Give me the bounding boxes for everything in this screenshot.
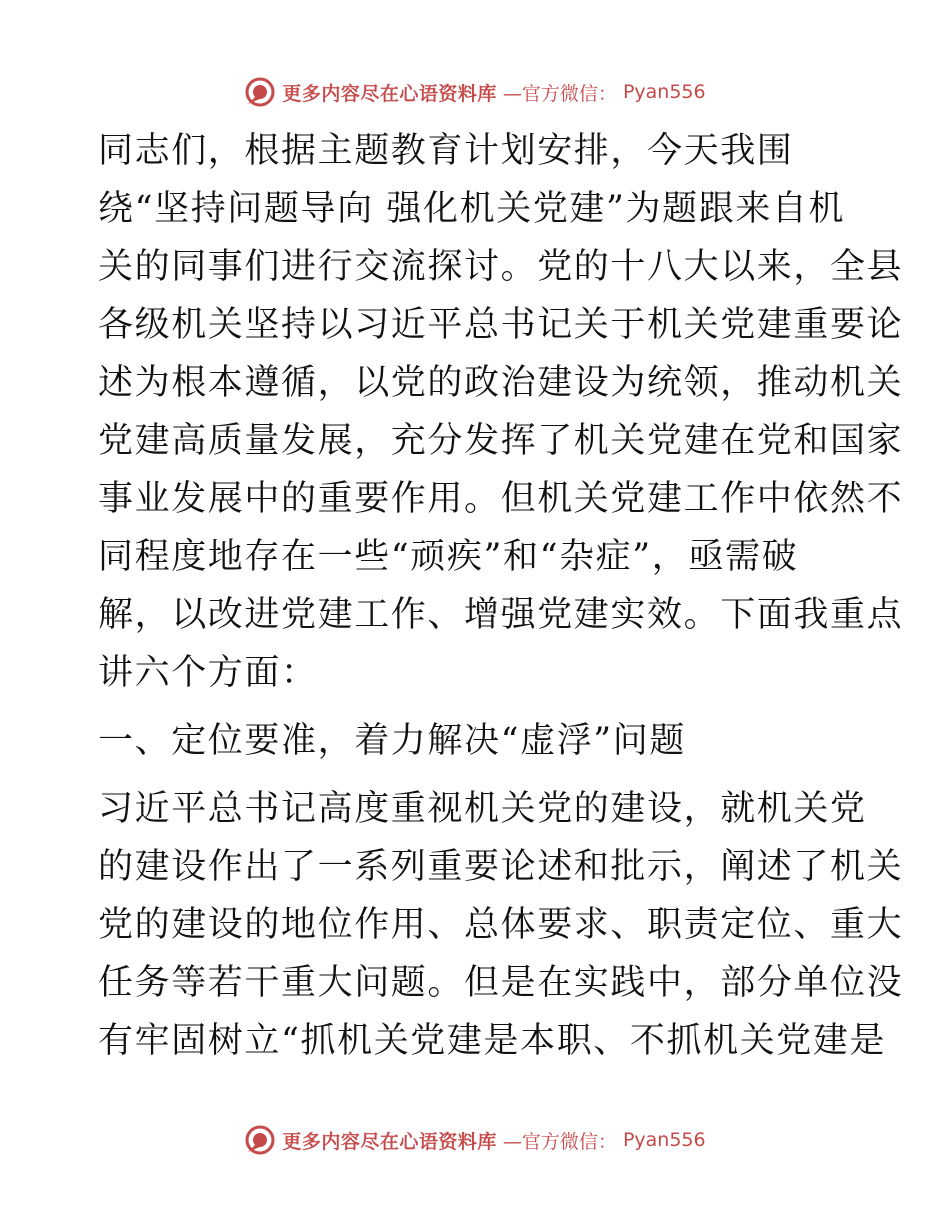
- text-line: 同志们，根据主题教育计划安排，今天我围: [98, 131, 794, 171]
- section-heading: [98, 712, 858, 770]
- text-line: 同程度地存在一些“顽疾”和“杂症”，亟需破: [98, 537, 799, 577]
- watermark-text: 更多内容尽在心语资料库: [282, 1130, 497, 1153]
- watermark-wechat-id: Pyan556: [622, 81, 706, 103]
- text-line: 党建高质量发展，充分发挥了机关党建在党和国家: [98, 421, 904, 461]
- text-line: 任务等若干重大问题。但是在实践中，部分单位没: [98, 963, 904, 1003]
- watermark-footer: [0, 1120, 950, 1160]
- text-line: 解，以改进党建工作、增强党建实效。下面我重点: [98, 595, 904, 635]
- pen-logo-icon: [244, 1124, 276, 1156]
- watermark-separator: —官方微信：: [502, 1130, 617, 1153]
- text-line: 绕“坚持问题导向 强化机关党建”为题跟来自机: [98, 189, 846, 229]
- watermark-text: 更多内容尽在心语资料库: [282, 82, 497, 105]
- paragraph-intro: [98, 122, 904, 702]
- paragraph-section-one: [98, 780, 904, 1070]
- text-line: 有牢固树立“抓机关党建是本职、不抓机关党建是: [98, 1021, 887, 1061]
- text-line: 述为根本遵循，以党的政治建设为统领，推动机关: [98, 363, 904, 403]
- document-body: [98, 122, 904, 1070]
- text-line: 各级机关坚持以习近平总书记关于机关党建重要论: [98, 305, 904, 345]
- text-line: 习近平总书记高度重视机关党的建设，就机关党: [98, 789, 867, 829]
- heading-line: 一、定位要准，着力解决“虚浮”问题: [98, 721, 686, 761]
- watermark-header: [0, 72, 950, 112]
- watermark-separator: —官方微信：: [502, 82, 617, 105]
- text-line: 的建设作出了一系列重要论述和批示，阐述了机关: [98, 847, 904, 887]
- text-line: 关的同事们进行交流探讨。党的十八大以来，全县: [98, 247, 904, 287]
- text-line: 事业发展中的重要作用。但机关党建工作中依然不: [98, 479, 904, 519]
- watermark-wechat-id: Pyan556: [622, 1129, 706, 1151]
- pen-logo-icon: [244, 76, 276, 108]
- text-line: 党的建设的地位作用、总体要求、职责定位、重大: [98, 905, 904, 945]
- text-line: 讲六个方面：: [98, 653, 318, 693]
